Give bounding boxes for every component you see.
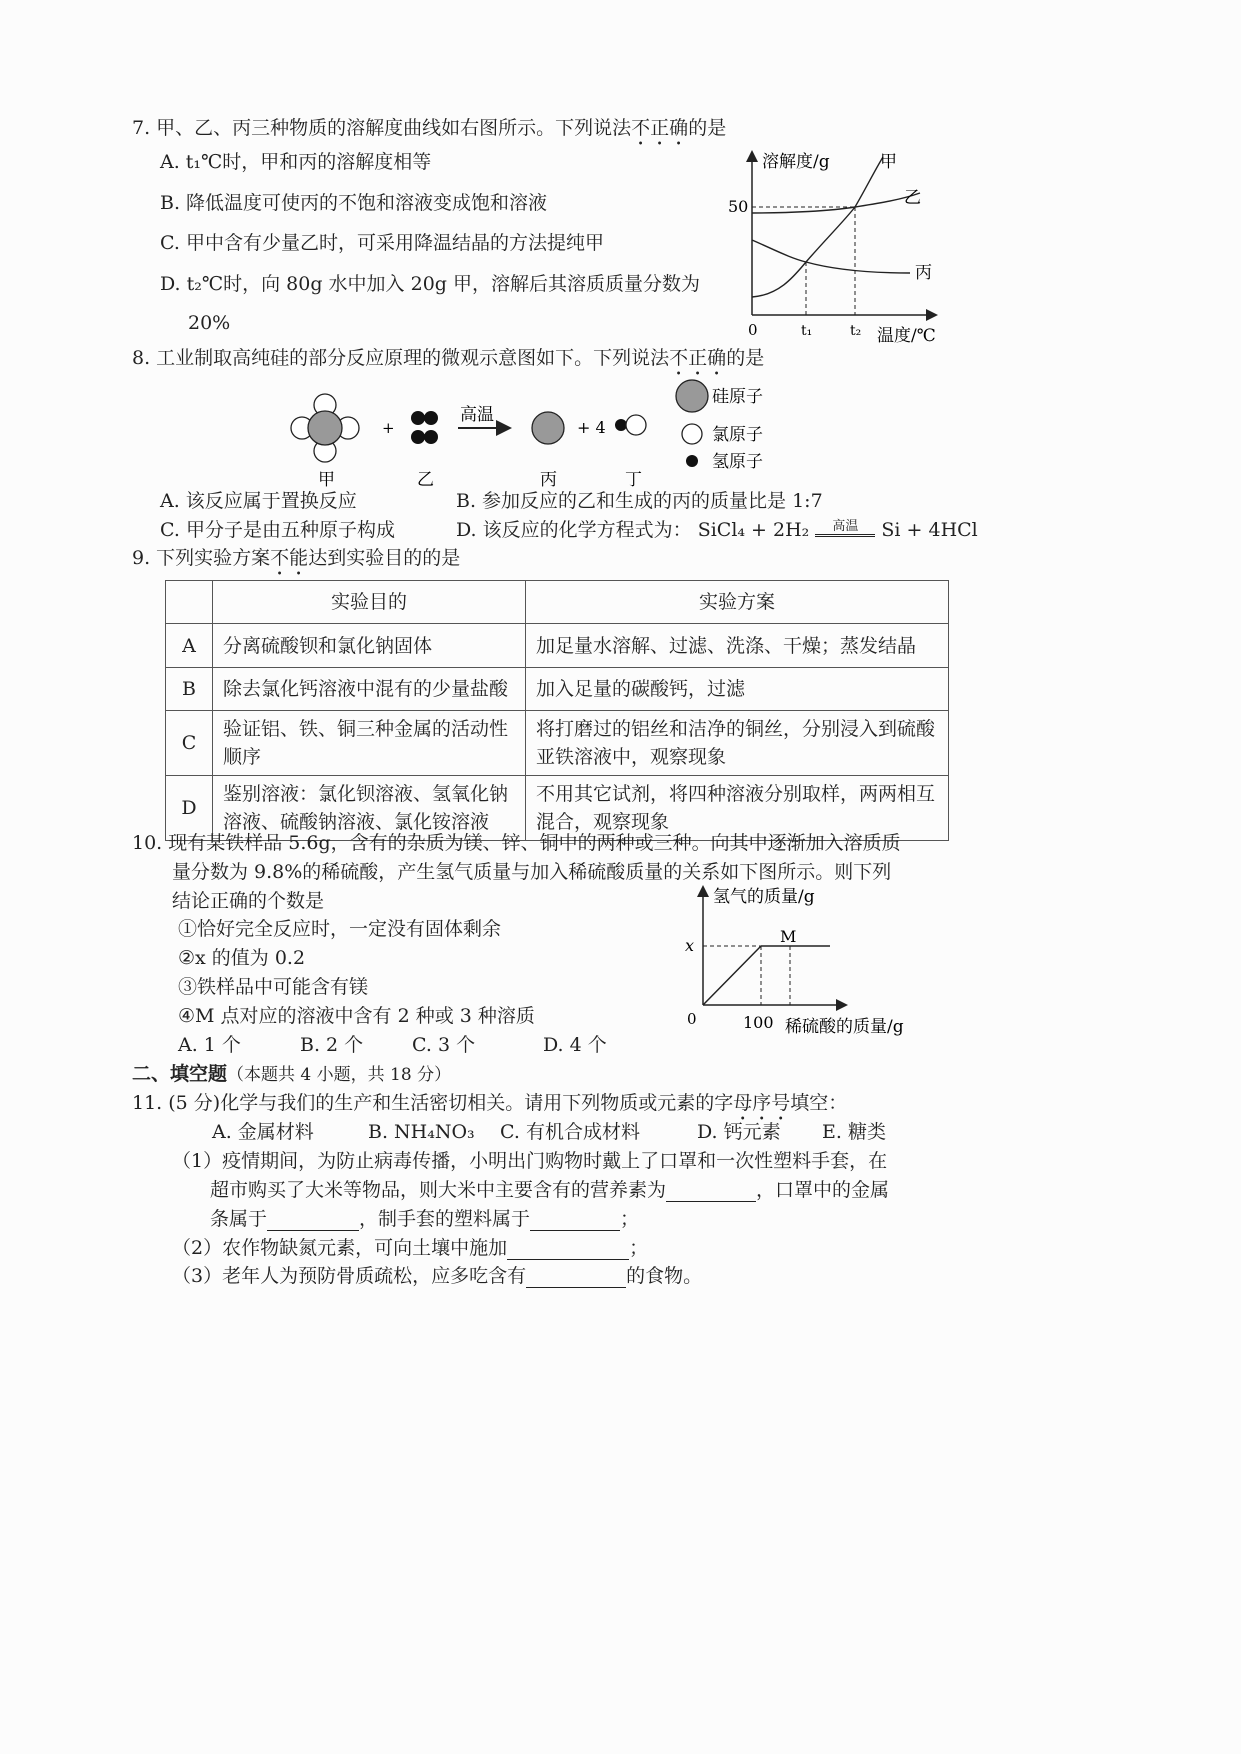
answer-blank-metal-strip[interactable] [267, 1212, 359, 1231]
x-tick-100: 100 [743, 1013, 774, 1032]
legend-h: 氢原子 [712, 452, 763, 472]
q8-stem: 8. 工业制取高纯硅的部分反应原理的微观示意图如下。下列说法不正确的是 [132, 347, 765, 369]
table-cell: 不用其它试剂，将四种溶液分别取样，两两相互混合，观察现象 [526, 776, 949, 841]
table-cell: 加入足量的碳酸钙，过滤 [526, 668, 949, 711]
header-plan: 实验方案 [526, 581, 949, 624]
q11-stem: 11. (5 分)化学与我们的生产和生活密切相关。请用下列物质或元素的字母序号填空： [132, 1092, 848, 1114]
reaction-diagram [280, 375, 800, 490]
series-label-jia: 甲 [880, 152, 897, 172]
answer-blank-nutrient[interactable] [666, 1183, 756, 1202]
x-tick-t2: t₂ [850, 323, 862, 339]
x-axis-label: 温度/℃ [877, 326, 936, 346]
table-cell [166, 581, 213, 624]
equation-condition: 高温 [815, 520, 875, 537]
q7-option-c: C. 甲中含有少量乙时，可采用降温结晶的方法提纯甲 [160, 232, 604, 254]
q10-item-4: ④M 点对应的溶液中含有 2 种或 3 种溶质 [178, 1005, 535, 1027]
table-cell: C [166, 711, 213, 776]
q10-line-1: 10. 现有某铁样品 5.6g，含有的杂质为镁、锌、铜中的两种或三种。向其中逐渐加入溶质质 [132, 832, 901, 854]
molecule-ding [615, 415, 646, 435]
molecule-jia [291, 394, 359, 462]
legend-si-icon [676, 380, 708, 412]
q9-stem: 9. 下列实验方案不能达到实验目的的是 [132, 547, 461, 569]
q11-part-3: （3）老年人为预防骨质疏松，应多吃含有 的食物。 [172, 1265, 703, 1287]
y-axis-label: 氢气的质量/g [713, 887, 815, 907]
y-axis-label: 溶解度/g [762, 152, 830, 172]
section-2-heading: 二、填空题（本题共 4 小题，共 18 分） [132, 1063, 452, 1085]
table-cell: 除去氯化钙溶液中混有的少量盐酸 [213, 668, 526, 711]
plus-sign: + [382, 419, 395, 437]
q8-option-c: C. 甲分子是由五种原子构成 [160, 519, 395, 541]
table-cell: A [166, 624, 213, 668]
q10-choice-c: C. 3 个 [412, 1034, 476, 1056]
series-label-yi: 乙 [904, 188, 921, 208]
q11-option-e: E. 糖类 [822, 1121, 886, 1143]
q7-stem: 7. 甲、乙、丙三种物质的溶解度曲线如右图所示。下列说法不正确的是 [132, 117, 727, 139]
y-tick-x: x [685, 936, 695, 955]
solubility-chart [720, 145, 960, 350]
q10-item-1: ①恰好完全反应时，一定没有固体剩余 [178, 918, 502, 940]
table-cell: B [166, 668, 213, 711]
table-row [166, 711, 949, 776]
legend-cl: 氯原子 [712, 425, 763, 445]
y-tick-50: 50 [728, 197, 749, 216]
table-header-row [166, 581, 949, 624]
label-bing: 丙 [540, 470, 557, 490]
q10-choice-b: B. 2 个 [300, 1034, 364, 1056]
origin-label: 0 [687, 1010, 697, 1028]
q11-option-c: C. 有机合成材料 [500, 1121, 640, 1143]
q11-part-1-line-3: 条属于 ，制手套的塑料属于 ； [210, 1208, 640, 1230]
q11-option-b: B. NH₄NO₃ [368, 1121, 475, 1143]
molecule-bing [532, 412, 564, 444]
curve-jia [752, 157, 883, 297]
q7-option-d-cont: 20% [188, 312, 231, 334]
label-ding: 丁 [625, 470, 642, 490]
table-row [166, 624, 949, 668]
q7-option-a: A. t₁℃时，甲和丙的溶解度相等 [160, 151, 432, 173]
q10-line-2: 量分数为 9.8%的稀硫酸，产生氢气质量与加入稀硫酸质量的关系如下图所示。则下列 [172, 861, 892, 883]
hydrogen-chart [675, 880, 935, 1040]
experiment-table [165, 580, 949, 841]
answer-blank-calcium[interactable] [526, 1269, 626, 1288]
x-tick-t1: t₁ [801, 323, 813, 339]
legend-h-icon [686, 455, 698, 467]
answer-blank-fertilizer[interactable] [507, 1241, 629, 1260]
table-cell: D [166, 776, 213, 841]
line-rising [703, 946, 761, 1005]
q8-option-a: A. 该反应属于置换反应 [160, 490, 357, 512]
legend-cl-icon [682, 424, 702, 444]
q11-part-1-line-2: 超市购买了大米等物品，则大米中主要含有的营养素为 ，口罩中的金属 [210, 1179, 890, 1201]
origin-label: 0 [748, 321, 758, 339]
q10-line-3: 结论正确的个数是 [172, 890, 325, 912]
q10-choice-d: D. 4 个 [543, 1034, 607, 1056]
point-m: M [780, 927, 797, 946]
q10-item-2: ②x 的值为 0.2 [178, 947, 306, 969]
curve-bing [752, 240, 910, 273]
q7-option-d: D. t₂℃时，向 80g 水中加入 20g 甲，溶解后其溶质质量分数为 [160, 273, 700, 295]
table-cell: 将打磨过的铝丝和洁净的铜丝，分别浸入到硫酸亚铁溶液中，观察现象 [526, 711, 949, 776]
label-jia: 甲 [318, 470, 335, 490]
arrow-condition: 高温 [460, 405, 494, 425]
x-axis-label: 稀硫酸的质量/g [785, 1017, 904, 1037]
q7-option-b: B. 降低温度可使丙的不饱和溶液变成饱和溶液 [160, 192, 548, 214]
q8-option-b: B. 参加反应的乙和生成的丙的质量比是 1:7 [456, 490, 823, 512]
answer-blank-plastic[interactable] [530, 1212, 620, 1231]
table-row [166, 668, 949, 711]
plus-4: + 4 [577, 418, 606, 437]
table-cell: 分离硫酸钡和氯化钠固体 [213, 624, 526, 668]
q11-option-a: A. 金属材料 [212, 1121, 314, 1143]
label-yi: 乙 [417, 470, 434, 490]
header-purpose: 实验目的 [213, 581, 526, 624]
legend-si: 硅原子 [712, 387, 763, 407]
q11-part-1-line-1: （1）疫情期间，为防止病毒传播，小明出门购物时戴上了口罩和一次性塑料手套，在 [172, 1150, 888, 1172]
q11-option-d: D. 钙元素 [697, 1121, 781, 1143]
molecule-yi [411, 411, 438, 444]
series-label-bing: 丙 [915, 263, 932, 283]
q10-item-3: ③铁样品中可能含有镁 [178, 976, 369, 998]
table-cell: 加足量水溶解、过滤、洗涤、干燥；蒸发结晶 [526, 624, 949, 668]
q8-option-d: D. 该反应的化学方程式为： SiCl₄ + 2H₂ 高温 Si + 4HCl [456, 519, 978, 541]
table-cell: 鉴别溶液：氯化钡溶液、氢氧化钠溶液、硫酸钠溶液、氯化铵溶液 [213, 776, 526, 841]
table-cell: 验证铝、铁、铜三种金属的活动性顺序 [213, 711, 526, 776]
q11-part-2: （2）农作物缺氮元素，可向土壤中施加 ； [172, 1237, 649, 1259]
q10-choice-a: A. 1 个 [178, 1034, 241, 1056]
curve-yi [752, 193, 920, 213]
